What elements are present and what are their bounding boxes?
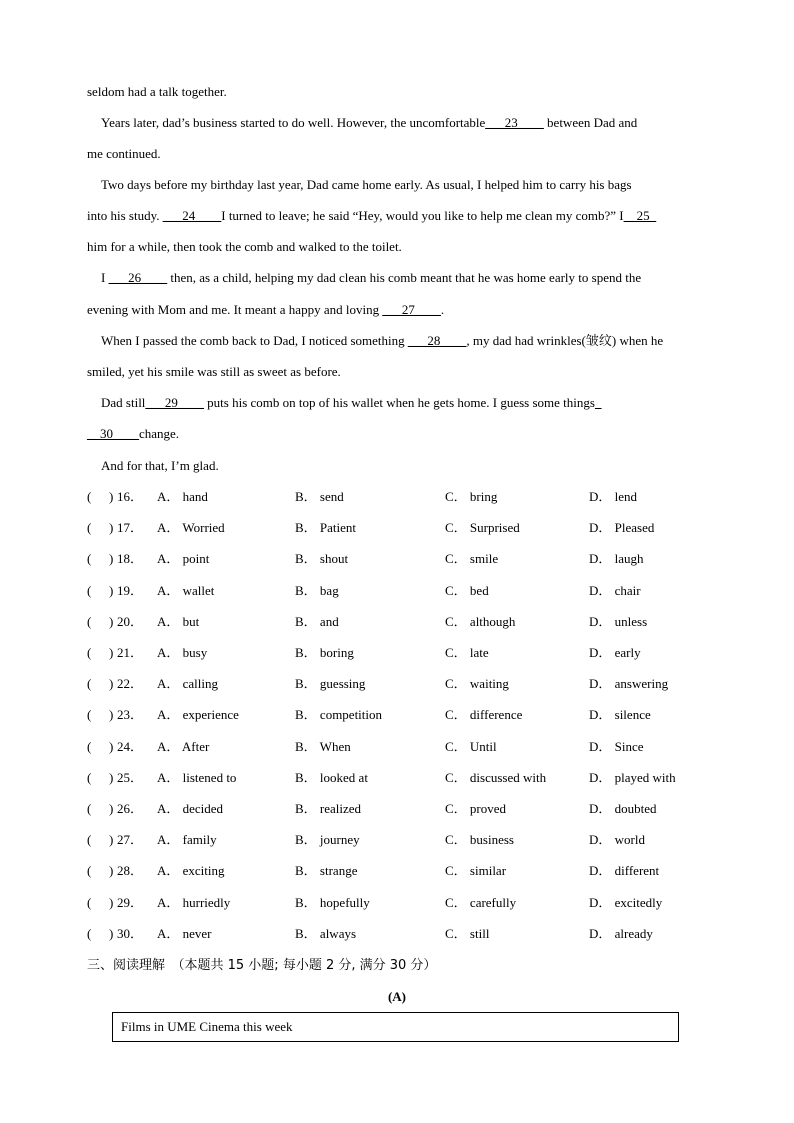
answer-paren-open: ( (87, 707, 92, 722)
option-a: A． experience (157, 707, 239, 722)
answer-paren-close: ) (109, 520, 114, 535)
passage-text: him for a while, then took the comb and walked to the toilet. (87, 239, 402, 254)
question-number: 17． (117, 520, 144, 535)
answer-paren-close: ) (109, 832, 114, 847)
option-b: B． hopefully (295, 895, 370, 910)
option-d: D． answering (589, 676, 669, 691)
answer-paren-close: ) (109, 801, 114, 816)
option-c: C． smile (445, 551, 499, 566)
answer-paren-open: ( (87, 614, 92, 629)
option-d: D． excitedly (589, 895, 663, 910)
option-b: B． When (295, 739, 351, 754)
option-a: A． listened to (157, 770, 237, 785)
passage-line (87, 206, 704, 226)
passage-line (87, 237, 704, 257)
passage-label: (A) (387, 989, 407, 1004)
answer-blank: __30____ (87, 426, 139, 441)
answer-paren-close: ) (109, 926, 114, 941)
passage-line (87, 300, 704, 320)
option-c: C． although (445, 614, 516, 629)
section-title: 三、阅读理解 （本题共 15 小题; 每小题 2 分, 满分 30 分） (87, 958, 437, 973)
option-a: A． Worried (157, 520, 225, 535)
option-a: A． hurriedly (157, 895, 231, 910)
question-number: 28． (117, 863, 144, 878)
passage-line (101, 331, 704, 351)
question-row (87, 861, 707, 881)
answer-blank: __25_ (623, 208, 657, 223)
answer-paren-close: ) (109, 676, 114, 691)
option-d: D． unless (589, 614, 648, 629)
passage-text: When I passed the comb back to Dad, I noticed something (101, 333, 408, 348)
option-b: B． Patient (295, 520, 357, 535)
question-number: 26． (117, 801, 144, 816)
passage-line (87, 362, 704, 382)
option-c: C． discussed with (445, 770, 547, 785)
option-a: A． point (157, 551, 210, 566)
option-b: B． and (295, 614, 339, 629)
question-number: 23． (117, 707, 144, 722)
option-d: D． laugh (589, 551, 644, 566)
question-row (87, 705, 707, 725)
passage-text: into his study. (87, 208, 163, 223)
passage-line (101, 393, 704, 413)
answer-blank: ___28____ (407, 333, 467, 348)
passage-text: between Dad and (543, 115, 638, 130)
option-a: A． decided (157, 801, 224, 816)
passage-line (101, 175, 704, 195)
answer-paren-close: ) (109, 489, 114, 504)
option-b: B． journey (295, 832, 360, 847)
option-d: D． different (589, 863, 660, 878)
answer-paren-close: ) (109, 614, 114, 629)
option-c: C． business (445, 832, 514, 847)
answer-paren-open: ( (87, 583, 92, 598)
question-number: 21． (117, 645, 144, 660)
option-c: C． bed (445, 583, 489, 598)
option-b: B． send (295, 489, 344, 504)
question-number: 16． (117, 489, 144, 504)
option-c: C． difference (445, 707, 523, 722)
answer-blank: _ (594, 395, 602, 410)
question-row (87, 893, 707, 913)
question-number: 18． (117, 551, 144, 566)
option-d: D． Pleased (589, 520, 655, 535)
option-b: B． always (295, 926, 357, 941)
option-c: C． bring (445, 489, 498, 504)
passage-text: me continued. (87, 146, 161, 161)
option-b: B． looked at (295, 770, 368, 785)
question-number: 29． (117, 895, 144, 910)
question-row (87, 612, 707, 632)
answer-blank: ___27____ (382, 302, 441, 317)
option-d: D． chair (589, 583, 641, 598)
option-b: B． shout (295, 551, 349, 566)
option-a: A． exciting (157, 863, 225, 878)
question-number: 27． (117, 832, 144, 847)
answer-paren-close: ) (109, 583, 114, 598)
passage-text: then, as a child, helping my dad clean his comb meant that he was home early to spend the (167, 270, 642, 285)
option-d: D． played with (589, 770, 676, 785)
option-b: B． competition (295, 707, 383, 722)
question-number: 22． (117, 676, 144, 691)
answer-paren-open: ( (87, 676, 92, 691)
option-a: A． busy (157, 645, 208, 660)
cinema-box (112, 1012, 679, 1042)
answer-paren-open: ( (87, 770, 92, 785)
question-number: 25． (117, 770, 144, 785)
answer-paren-open: ( (87, 926, 92, 941)
option-d: D． silence (589, 707, 651, 722)
passage-text: Years later, dad’s business started to do well. However, the uncomfortable (101, 115, 486, 130)
option-a: A． family (157, 832, 217, 847)
answer-paren-open: ( (87, 489, 92, 504)
passage-text: change. (139, 426, 180, 441)
option-c: C． still (445, 926, 490, 941)
passage-text: , my dad had wrinkles(皱纹) when he (466, 333, 664, 348)
question-number: 20． (117, 614, 144, 629)
option-b: B． boring (295, 645, 354, 660)
question-row (87, 643, 707, 663)
answer-paren-open: ( (87, 863, 92, 878)
passage-text: Two days before my birthday last year, Dad came home early. As usual, I helped him to carry his bags (101, 177, 632, 192)
question-row (87, 518, 707, 538)
option-d: D． already (589, 926, 653, 941)
passage-text: I turned to leave; he said “Hey, would you like to help me clean my comb?” I (221, 208, 624, 223)
passage-text: seldom had a talk together. (87, 84, 227, 99)
passage-text: . (440, 302, 445, 317)
question-row (87, 799, 707, 819)
question-row (87, 549, 707, 569)
question-row (87, 581, 707, 601)
option-a: A． calling (157, 676, 219, 691)
question-number: 30． (117, 926, 144, 941)
option-a: A． but (157, 614, 200, 629)
option-d: D． world (589, 832, 645, 847)
question-row (87, 674, 707, 694)
passage-text: evening with Mom and me. It meant a happy and loving (87, 302, 383, 317)
option-d: D． Since (589, 739, 644, 754)
passage-text: And for that, I’m glad. (101, 458, 219, 473)
passage-line (87, 82, 704, 102)
answer-blank: ___23____ (485, 115, 544, 130)
passage-line (101, 113, 704, 133)
answer-paren-close: ) (109, 551, 114, 566)
option-b: B． guessing (295, 676, 366, 691)
passage-line (101, 268, 704, 288)
option-a: A． never (157, 926, 212, 941)
option-b: B． realized (295, 801, 362, 816)
option-c: C． waiting (445, 676, 509, 691)
answer-paren-open: ( (87, 551, 92, 566)
option-a: A． hand (157, 489, 208, 504)
passage-text: Dad still (101, 395, 146, 410)
answer-blank: ___29____ (145, 395, 204, 410)
passage-text: smiled, yet his smile was still as sweet as before. (87, 364, 341, 379)
question-row (87, 924, 707, 944)
option-c: C． similar (445, 863, 507, 878)
answer-blank: ___24____ (162, 208, 222, 223)
option-b: B． bag (295, 583, 339, 598)
option-a: A． wallet (157, 583, 215, 598)
option-c: C． proved (445, 801, 507, 816)
cinema-box-text: Films in UME Cinema this week (121, 1019, 293, 1034)
answer-blank: ___26____ (108, 270, 168, 285)
option-d: D． lend (589, 489, 638, 504)
answer-paren-open: ( (87, 645, 92, 660)
answer-paren-close: ) (109, 739, 114, 754)
passage-line (87, 424, 704, 444)
question-row (87, 830, 707, 850)
answer-paren-open: ( (87, 801, 92, 816)
passage-line (87, 144, 704, 164)
answer-paren-close: ) (109, 863, 114, 878)
answer-paren-open: ( (87, 895, 92, 910)
answer-paren-close: ) (109, 770, 114, 785)
passage-line (101, 456, 704, 476)
answer-paren-close: ) (109, 645, 114, 660)
question-row (87, 487, 707, 507)
answer-paren-open: ( (87, 832, 92, 847)
question-row (87, 737, 707, 757)
question-row (87, 768, 707, 788)
option-c: C． Until (445, 739, 497, 754)
option-b: B． strange (295, 863, 358, 878)
option-c: C． late (445, 645, 489, 660)
answer-paren-close: ) (109, 895, 114, 910)
option-d: D． doubted (589, 801, 657, 816)
passage-text: puts his comb on top of his wallet when he gets home. I guess some things (203, 395, 595, 410)
answer-paren-open: ( (87, 520, 92, 535)
option-c: C． Surprised (445, 520, 520, 535)
passage-text: I (101, 270, 109, 285)
answer-paren-open: ( (87, 739, 92, 754)
option-c: C． carefully (445, 895, 517, 910)
question-number: 19． (117, 583, 144, 598)
option-a: A． After (157, 739, 210, 754)
question-number: 24． (117, 739, 144, 754)
option-d: D． early (589, 645, 641, 660)
answer-paren-close: ) (109, 707, 114, 722)
